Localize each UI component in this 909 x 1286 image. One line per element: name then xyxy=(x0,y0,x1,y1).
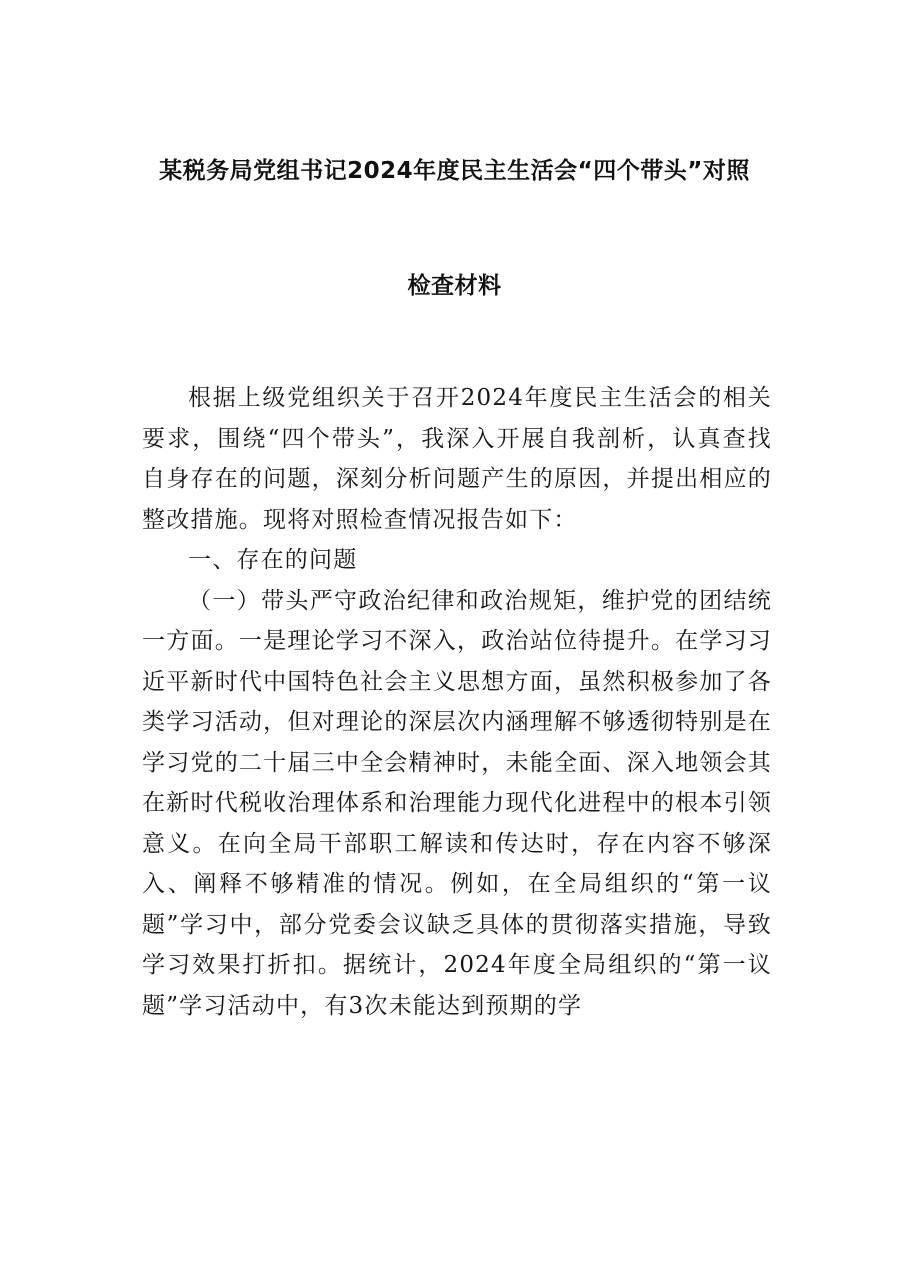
document-body xyxy=(142,378,772,1026)
section-heading: 一、存在的问题 xyxy=(188,547,358,573)
document-title-line-1: 某税务局党组书记2024年度民主生活会“四个带头”对照 xyxy=(159,158,750,184)
document-title-line-2: 检查材料 xyxy=(407,273,502,299)
intro-paragraph: 根据上级党组织关于召开2024年度民主生活会的相关要求，围绕“四个带头”，我深入开展自我剖析，认真查找自身存在的问题，深刻分析问题产生的原因，并提出相应的整改措施。现将对照检查情况报告如下： xyxy=(142,385,772,533)
problem-paragraph-1: （一）带头严守政治纪律和政治规矩，维护党的团结统一方面。一是理论学习不深入，政治站位待提升。在学习习近平新时代中国特色社会主义思想方面，虽然积极参加了各类学习活动，但对理论的深层次内涵理解不够透彻特别是在学习党的二十届三中全会精神时，未能全面、深入地领会其在新时代税收治理体系和治理能力现代化进程中的根本引领意义。在向全局干部职工解读和传达时，存在内容不够深入、阐释不够精准的情况。例如，在全局组织的“第一议题”学习中，部分党委会议缺乏具体的贯彻落实措施，导致学习效果打折扣。据统计，2024年度全局组织的“第一议题”学习活动中，有3次未能达到预期的学 xyxy=(142,587,772,1019)
